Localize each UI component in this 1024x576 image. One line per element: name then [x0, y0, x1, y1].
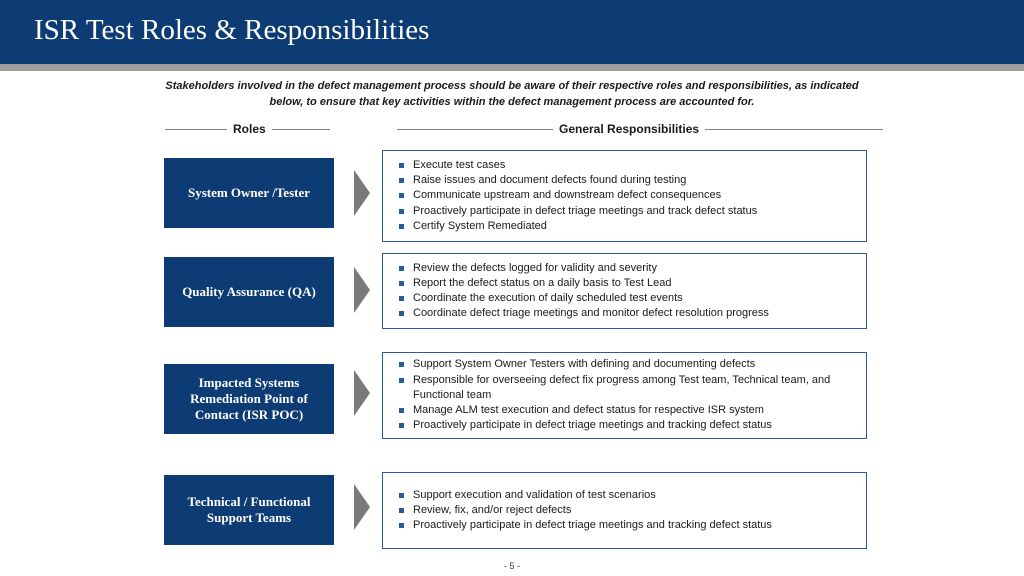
square-bullet-icon — [399, 224, 404, 229]
responsibility-list — [397, 158, 757, 234]
role-system-owner-tester — [164, 158, 334, 228]
intro-text: Stakeholders involved in the defect management process should be aware of their respective roles and responsibilities, as indicated below, to ensure that key activities within the defect management process are accounted for. — [165, 80, 859, 108]
responsibilities-isr-poc — [382, 352, 867, 439]
roles-header — [165, 121, 330, 137]
roles-header-right-rule — [272, 129, 330, 130]
list-item: Proactively participate in defect triage meetings and tracking defect status — [397, 518, 772, 533]
role-label: Impacted Systems Remediation Point of Contact (ISR POC) — [190, 375, 308, 422]
roles-header-left-rule — [165, 129, 227, 130]
square-bullet-icon — [399, 296, 404, 301]
chevron-right-icon — [354, 370, 370, 416]
page-number: - 5 - — [503, 561, 520, 571]
list-item: Raise issues and document defects found during testing — [397, 173, 757, 188]
list-item: Execute test cases — [397, 158, 757, 173]
list-item: Proactively participate in defect triage meetings and track defect status — [397, 204, 757, 219]
list-item: Proactively participate in defect triage meetings and tracking defect status — [397, 418, 856, 433]
list-item: Communicate upstream and downstream defect consequences — [397, 188, 757, 203]
list-item: Manage ALM test execution and defect status for respective ISR system — [397, 403, 856, 418]
chevron-right-icon — [354, 484, 370, 530]
list-item: Support execution and validation of test scenarios — [397, 488, 772, 503]
responsibilities-header-label: General Responsibilities — [559, 122, 700, 136]
square-bullet-icon — [399, 209, 404, 214]
role-isr-poc — [164, 364, 334, 434]
list-item: Coordinate the execution of daily scheduled test events — [397, 291, 769, 306]
square-bullet-icon — [399, 423, 404, 428]
responsibilities-header-right-rule — [705, 129, 883, 130]
list-item: Support System Owner Testers with defining and documenting defects — [397, 357, 856, 372]
list-item: Review the defects logged for validity and severity — [397, 261, 769, 276]
list-item: Report the defect status on a daily basis to Test Lead — [397, 276, 769, 291]
square-bullet-icon — [399, 508, 404, 513]
responsibilities-system-owner-tester — [382, 150, 867, 242]
responsibilities-quality-assurance — [382, 253, 867, 329]
square-bullet-icon — [399, 523, 404, 528]
responsibility-list — [397, 357, 856, 433]
role-label: System Owner /Tester — [187, 185, 311, 200]
square-bullet-icon — [399, 266, 404, 271]
role-quality-assurance — [164, 257, 334, 327]
responsibilities-header-left-rule — [397, 129, 553, 130]
chevron-right-icon — [354, 267, 370, 313]
page-title: ISR Test Roles & Responsibilities — [34, 14, 430, 46]
roles-header-label: Roles — [233, 122, 266, 136]
square-bullet-icon — [399, 362, 404, 367]
responsibilities-technical-functional-support — [382, 472, 867, 549]
title-underline — [0, 64, 1024, 71]
square-bullet-icon — [399, 493, 404, 498]
square-bullet-icon — [399, 408, 404, 413]
square-bullet-icon — [399, 178, 404, 183]
role-technical-functional-support — [164, 475, 334, 545]
list-item: Certify System Remediated — [397, 219, 757, 234]
list-item: Coordinate defect triage meetings and monitor defect resolution progress — [397, 306, 769, 321]
square-bullet-icon — [399, 281, 404, 286]
square-bullet-icon — [399, 193, 404, 198]
square-bullet-icon — [399, 378, 404, 383]
list-item: Review, fix, and/or reject defects — [397, 503, 772, 518]
responsibility-list — [397, 488, 772, 534]
square-bullet-icon — [399, 311, 404, 316]
chevron-right-icon — [354, 170, 370, 216]
responsibility-list — [397, 261, 769, 322]
role-label: Technical / Functional Support Teams — [187, 494, 311, 525]
list-item: Responsible for overseeing defect fix progress among Test team, Technical team, and Functional team — [397, 373, 856, 403]
title-bar — [0, 0, 1024, 64]
responsibilities-header — [397, 121, 883, 137]
square-bullet-icon — [399, 163, 404, 168]
role-label: Quality Assurance (QA) — [182, 284, 316, 299]
